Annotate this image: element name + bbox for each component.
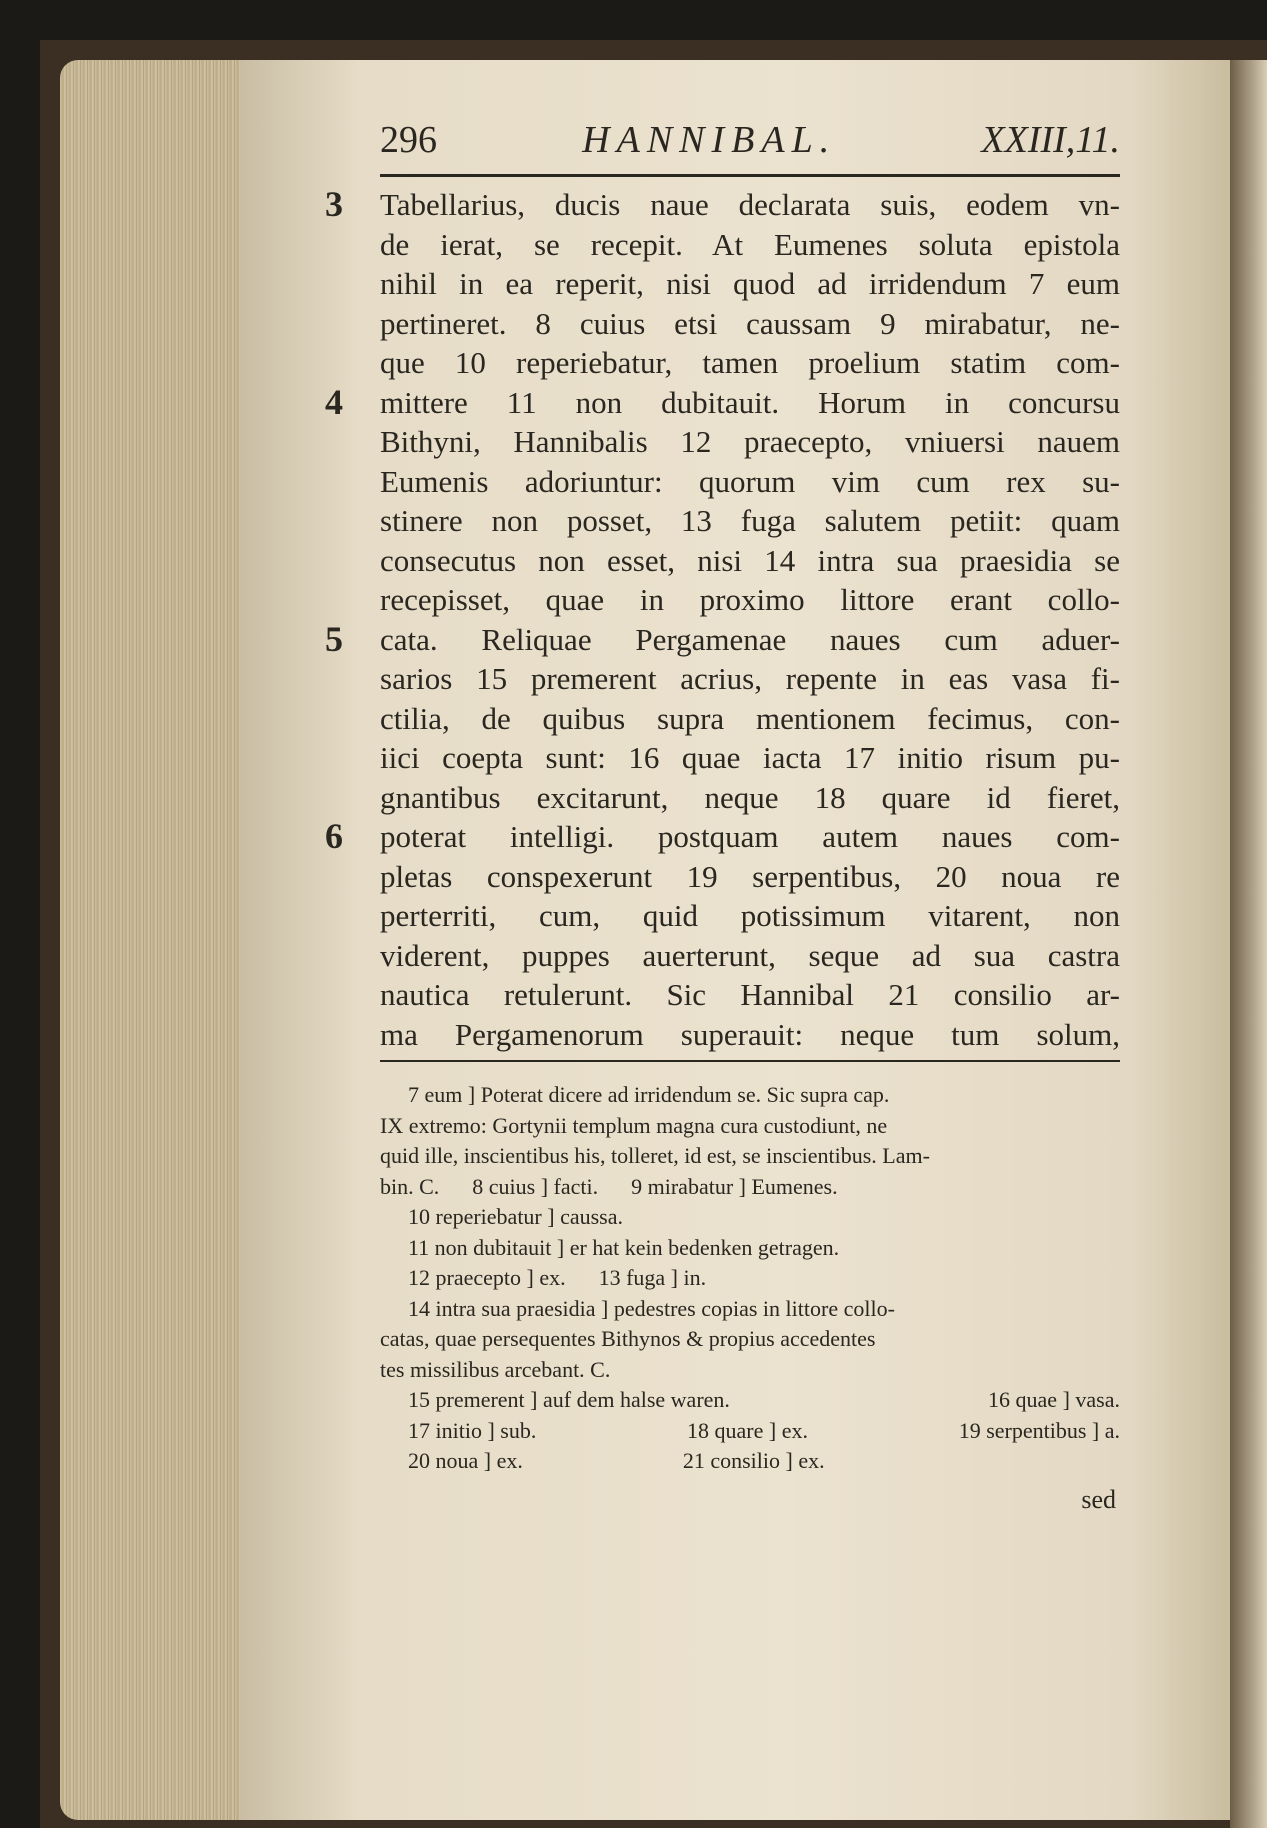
text-line: gnantibus excitarunt, neque 18 quare id fieret, [380, 779, 1120, 815]
text-line: stinere non posset, 13 fuga salutem petiit: quam [380, 503, 1120, 538]
text-line: 6 poterat intelligi. postquam autem naues com- [325, 816, 1120, 856]
footnote-line: tes missilibus arcebant. C. [380, 1356, 611, 1382]
page-number: 296 [380, 119, 437, 161]
footnote-row [380, 1416, 1120, 1447]
footnote-entry: 17 initio ] sub. [408, 1417, 537, 1443]
footnote-entry: 18 quare ] ex. [687, 1417, 808, 1443]
text-line: que 10 reperiebatur, tamen proelium statim com- [380, 345, 1120, 380]
footnotes [380, 1080, 1120, 1477]
section-number: 5 [325, 618, 343, 659]
main-text [325, 184, 1120, 1054]
footnote-line: bin. C. 8 cuius ] facti. 9 mirabatur ] Eumenes. [380, 1173, 838, 1199]
footnote-entry: 15 premerent ] auf dem halse waren. [408, 1387, 730, 1412]
text-line: Bithyni, Hannibalis 12 praecepto, vniuersi nauem [380, 424, 1120, 459]
text-block [325, 118, 1120, 1515]
footnote-rule [380, 1060, 1120, 1062]
footnote-line: 12 praecepto ] ex. 13 fuga ] in. [408, 1265, 707, 1290]
text-line: viderent, puppes auerterunt, seque ad sua castra [380, 937, 1120, 973]
footnote-entry: 20 noua ] ex. [408, 1448, 523, 1473]
footnote-entry: 21 consilio ] ex. [682, 1448, 825, 1473]
chapter-reference: XXIII,11. [981, 119, 1120, 161]
text-line: sarios 15 premerent acrius, repente in eas vasa fi- [380, 661, 1120, 696]
header-rule [380, 174, 1120, 177]
section-number: 6 [325, 816, 343, 856]
text-line: nihil in ea reperit, nisi quod ad irridendum 7 eum [380, 266, 1120, 301]
footnote-entry: 16 quae ] vasa. [988, 1387, 1120, 1412]
text-line: perterriti, cum, quid potissimum vitarent, non [380, 898, 1120, 933]
footnote-line: 14 intra sua praesidia ] pedestres copias in littore collo- [408, 1295, 895, 1321]
text-line: 4 mittere 11 non dubitauit. Horum in concursu [325, 381, 1120, 422]
page-edges [60, 60, 245, 1820]
text-line: iici coepta sunt: 16 quae iacta 17 initio risum pu- [380, 740, 1120, 775]
footnote-line: 7 eum ] Poterat dicere ad irridendum se. Sic supra cap. [408, 1082, 890, 1107]
text-line: ctilia, de quibus supra mentionem fecimus, con- [380, 700, 1120, 736]
footnote-line: 11 non dubitauit ] er hat kein bedenken getragen. [408, 1234, 840, 1260]
page-header [380, 118, 1120, 172]
section-number: 3 [325, 184, 343, 224]
footnote-line: quid ille, inscientibus his, tolleret, id est, se inscientibus. Lam- [380, 1143, 930, 1168]
footnote-line: 10 reperiebatur ] caussa. [408, 1204, 624, 1229]
catchword: sed [1081, 1484, 1116, 1514]
footnote-row [380, 1446, 1120, 1477]
running-head: HANNIBAL. [582, 119, 837, 161]
facing-page-edge [1230, 60, 1267, 1828]
footnote-line: IX extremo: Gortynii templum magna cura custodiunt, ne [380, 1112, 888, 1138]
text-line: consecutus non esset, nisi 14 intra sua praesidia se [380, 542, 1120, 578]
section-number: 4 [325, 381, 343, 422]
footnote-line: catas, quae persequentes Bithynos & propius accedentes [380, 1326, 876, 1351]
text-line: pertineret. 8 cuius etsi caussam 9 mirabatur, ne- [380, 305, 1120, 341]
text-line: pletas conspexerunt 19 serpentibus, 20 noua re [380, 858, 1120, 894]
text-line: Eumenis adoriuntur: quorum vim cum rex su- [380, 463, 1120, 499]
text-line: 3 Tabellarius, ducis naue declarata suis, eodem vn- [325, 184, 1120, 224]
footnote-row [380, 1385, 1120, 1416]
footnote-entry: 19 serpentibus ] a. [958, 1417, 1120, 1443]
text-line: nautica retulerunt. Sic Hannibal 21 consilio ar- [380, 977, 1120, 1012]
text-line: ma Pergamenorum superauit: neque tum solum, [380, 1016, 1120, 1052]
text-line: recepisset, quae in proximo littore erant collo- [380, 582, 1120, 617]
text-line: de ierat, se recepit. At Eumenes soluta epistola [380, 226, 1120, 262]
text-line: 5 cata. Reliquae Pergamenae naues cum aduer- [325, 618, 1120, 659]
